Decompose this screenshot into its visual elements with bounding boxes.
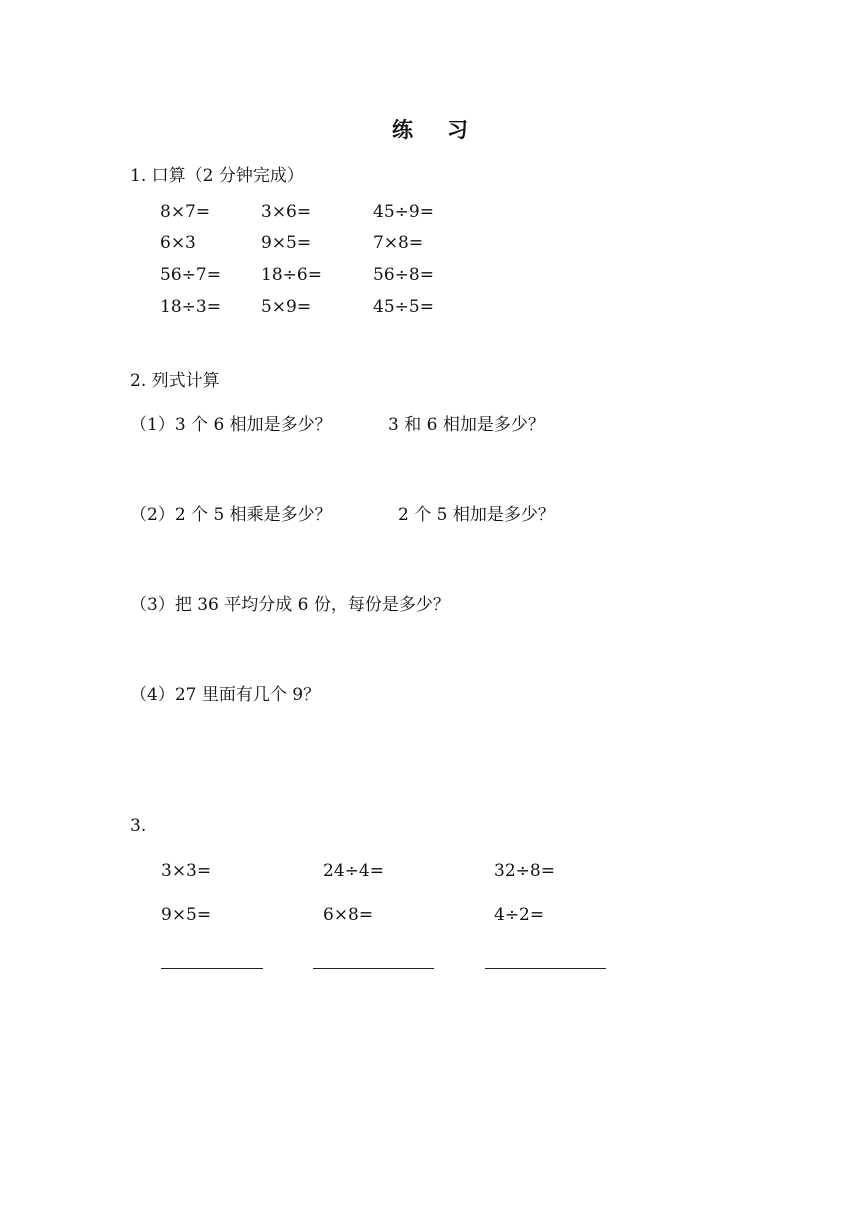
- oral-calc-item: 56÷7=: [160, 265, 221, 285]
- page-title: [0, 114, 860, 144]
- oral-calc-item: 9×5=: [261, 233, 312, 253]
- oral-calc-item: 45÷5=: [373, 297, 434, 317]
- title-char-1: 练: [392, 117, 413, 142]
- question-2a: （2）2 个 5 相乘是多少？: [130, 505, 332, 525]
- oral-calc-item: 3×6=: [261, 202, 312, 222]
- section-2-heading: 2. 列式计算: [130, 371, 220, 391]
- question-3: （3）把 36 平均分成 6 份，每份是多少？: [130, 595, 450, 615]
- oral-calc-item: 45÷9=: [373, 202, 434, 222]
- calc-item: 32÷8=: [494, 861, 555, 881]
- oral-calc-item: 5×9=: [261, 297, 312, 317]
- oral-calc-item: 18÷6=: [261, 265, 322, 285]
- calc-item: 3×3=: [161, 861, 212, 881]
- oral-calc-item: 56÷8=: [373, 265, 434, 285]
- section-1-heading: 1. 口算（2 分钟完成）: [130, 166, 304, 186]
- answer-line[interactable]: [313, 968, 434, 969]
- oral-calc-item: 7×8=: [373, 233, 424, 253]
- answer-line[interactable]: [485, 968, 606, 969]
- calc-item: 24÷4=: [323, 861, 384, 881]
- title-char-2: 习: [447, 117, 468, 142]
- question-1b: 3 和 6 相加是多少？: [388, 415, 545, 435]
- oral-calc-item: 6×3: [160, 233, 196, 253]
- oral-calc-item: 18÷3=: [160, 297, 221, 317]
- question-4: （4）27 里面有几个 9？: [130, 685, 321, 705]
- calc-item: 6×8=: [323, 905, 374, 925]
- calc-item: 4÷2=: [494, 905, 545, 925]
- question-2b: 2 个 5 相加是多少？: [398, 505, 555, 525]
- oral-calc-item: 8×7=: [160, 202, 211, 222]
- calc-item: 9×5=: [161, 905, 212, 925]
- section-3-heading: 3.: [130, 816, 147, 836]
- answer-line[interactable]: [161, 968, 263, 969]
- question-1a: （1）3 个 6 相加是多少？: [130, 415, 332, 435]
